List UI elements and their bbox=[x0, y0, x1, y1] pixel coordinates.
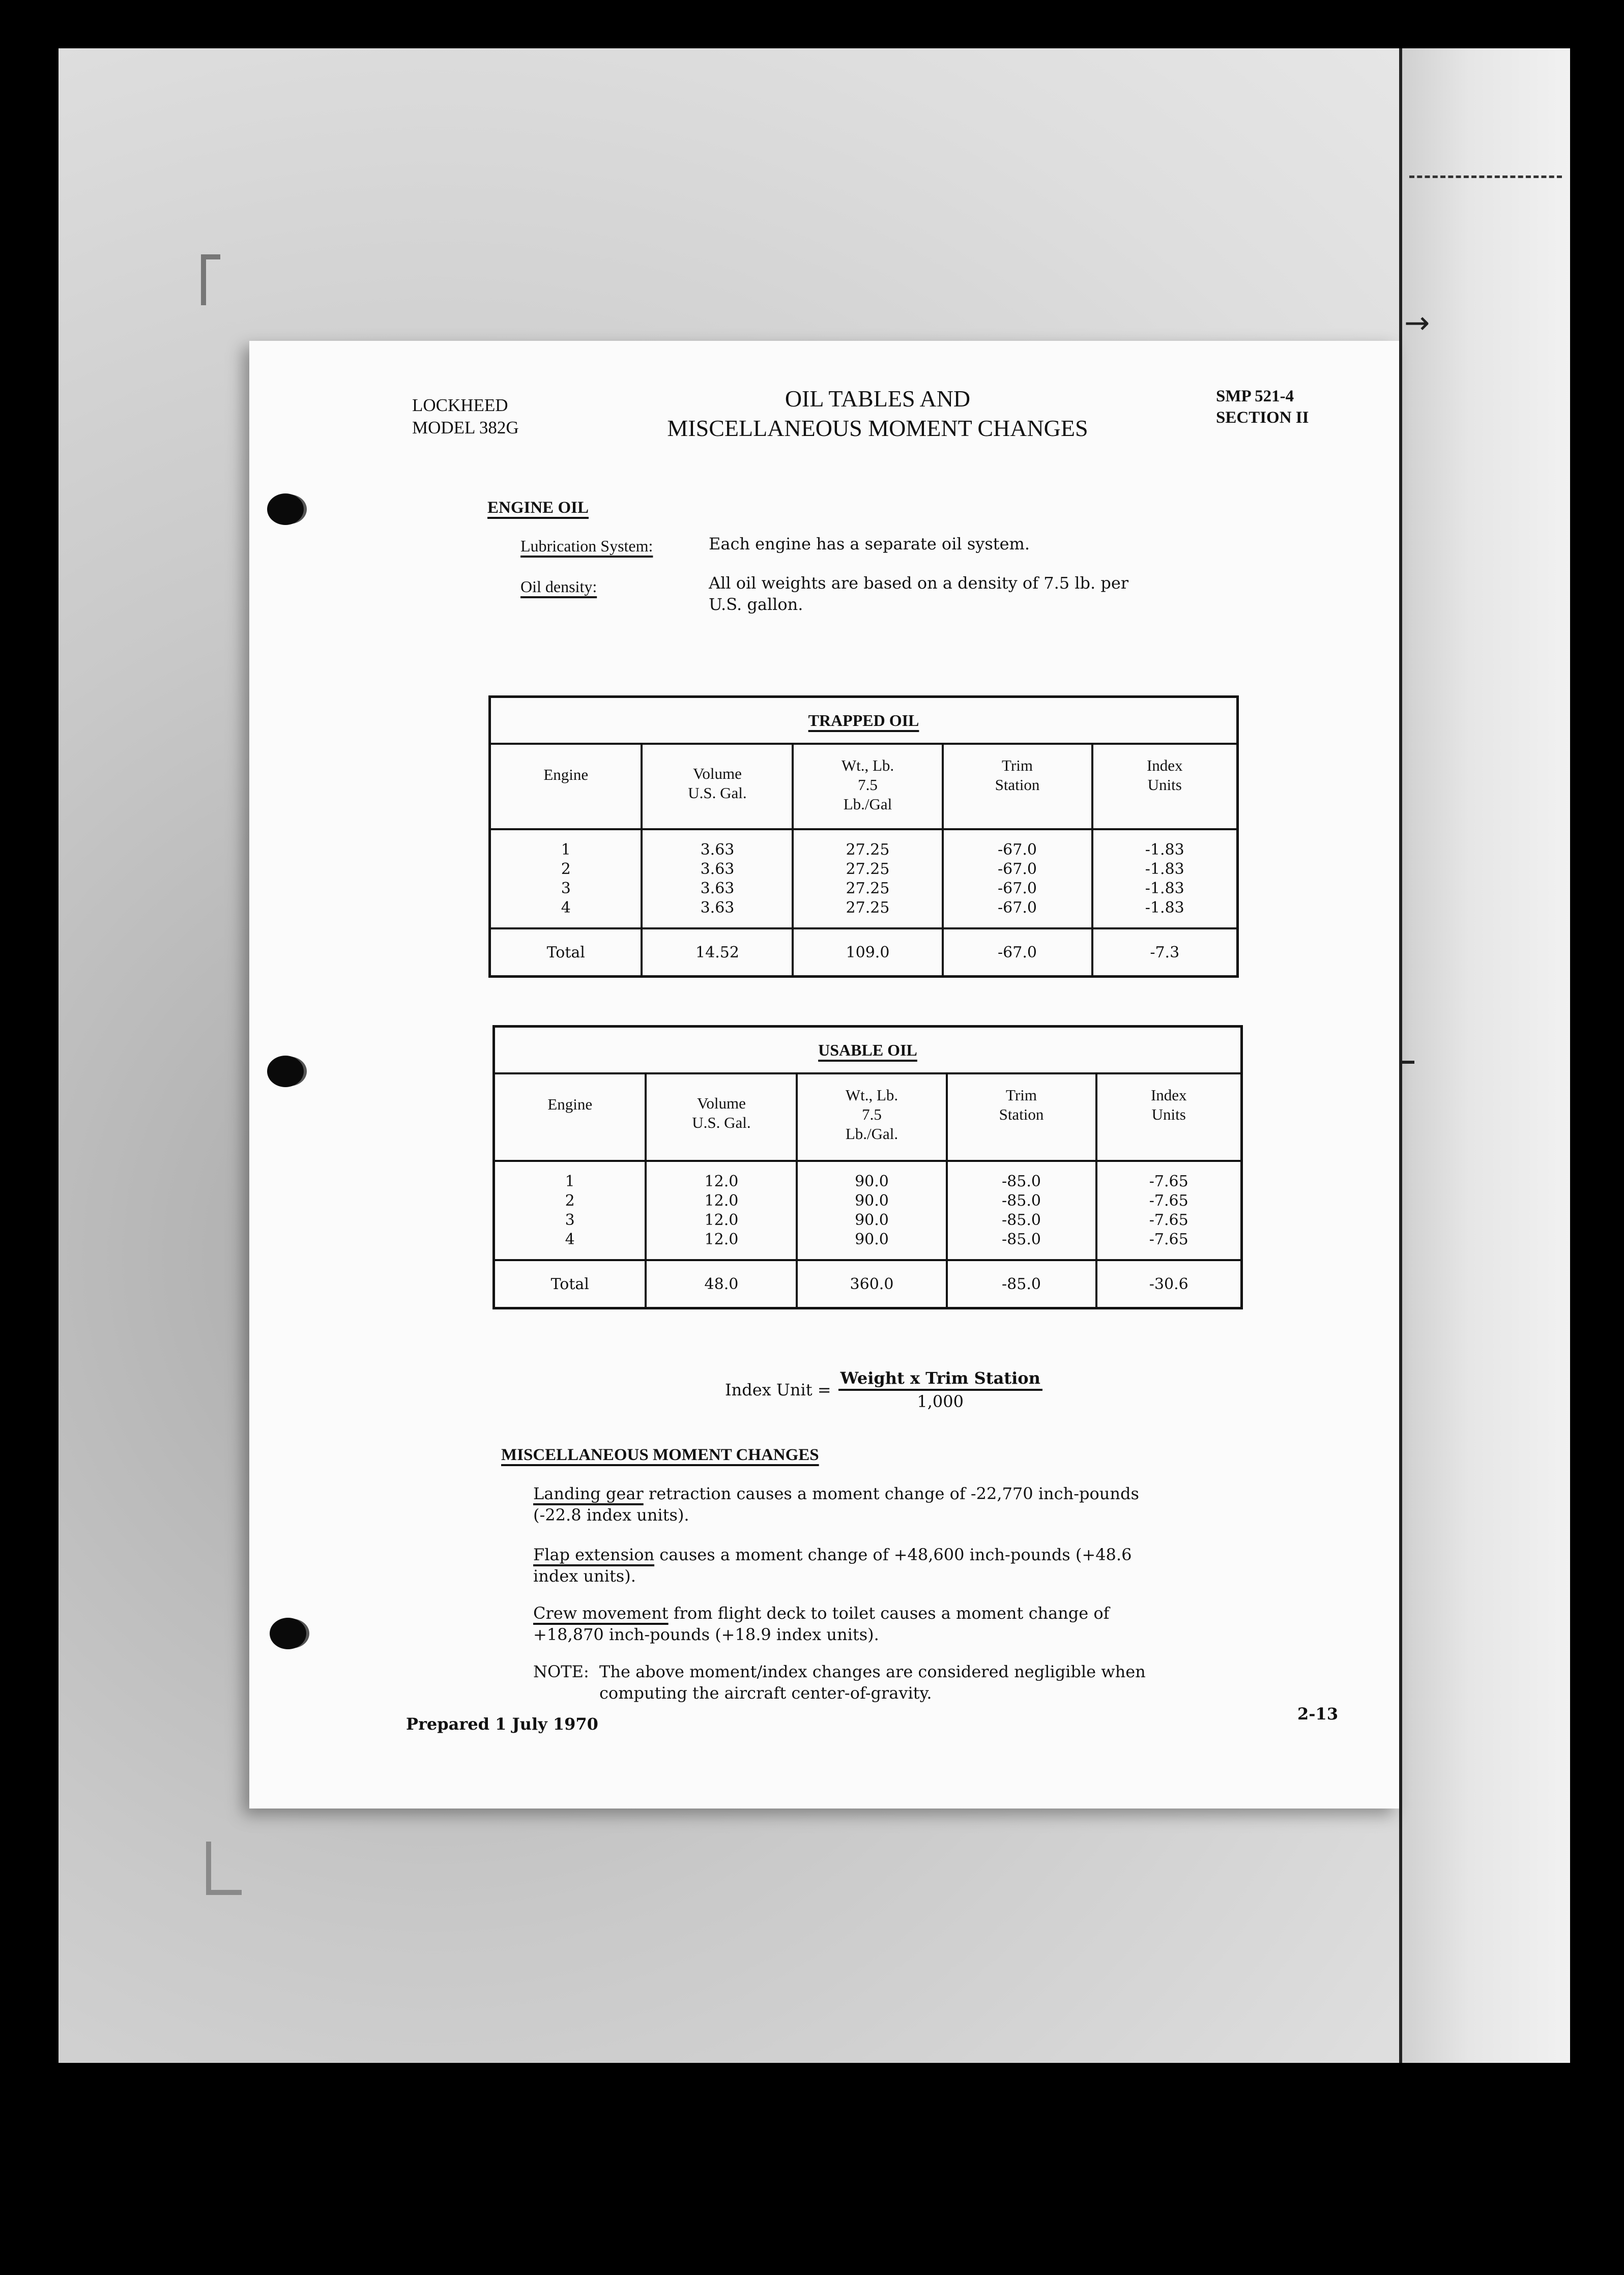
manufacturer: LOCKHEED bbox=[412, 395, 508, 415]
document-number: SMP 521-4 bbox=[1216, 387, 1294, 405]
index-unit-formula bbox=[725, 1368, 1042, 1411]
trim-station-cell: -85.0 -85.0 -85.0 -85.0 bbox=[947, 1161, 1096, 1260]
column-header: Volume U.S. Gal. bbox=[642, 744, 793, 829]
total-volume: 14.52 bbox=[642, 928, 793, 977]
column-header: Engine bbox=[494, 1073, 646, 1161]
note-label: NOTE: bbox=[533, 1662, 589, 1681]
total-volume: 48.0 bbox=[646, 1260, 797, 1308]
table-data-row bbox=[490, 829, 1238, 928]
trim-station-cell: -67.0 -67.0 -67.0 -67.0 bbox=[943, 829, 1092, 928]
misc-paragraph-crew-movement: Crew movement from flight deck to toilet causes a moment change of +18,870 inch-pounds (+18.9 index units). bbox=[533, 1603, 1110, 1644]
dashed-line-mark bbox=[1409, 176, 1562, 178]
index-units-cell: -1.83 -1.83 -1.83 -1.83 bbox=[1092, 829, 1238, 928]
weight-cell: 90.0 90.0 90.0 90.0 bbox=[797, 1161, 946, 1260]
usable-oil-title: USABLE OIL bbox=[494, 1027, 1242, 1074]
formula-numerator: Weight x Trim Station bbox=[838, 1368, 1042, 1391]
misc-heading: MISCELLANEOUS MOMENT CHANGES bbox=[501, 1446, 819, 1464]
table-header-row bbox=[494, 1073, 1242, 1161]
engine-cell: 1 2 3 4 bbox=[494, 1161, 646, 1260]
lubrication-system-label: Lubrication System: bbox=[520, 537, 653, 555]
crop-mark-bottom bbox=[206, 1842, 242, 1895]
page-number: 2-13 bbox=[1297, 1704, 1339, 1724]
adjacent-page-edge bbox=[1399, 48, 1570, 2063]
formula-lhs: Index Unit = bbox=[725, 1380, 831, 1399]
lubrication-system-text: Each engine has a separate oil system. bbox=[709, 534, 1030, 553]
column-header: Index Units bbox=[1092, 744, 1238, 829]
total-index-units: -30.6 bbox=[1096, 1260, 1242, 1308]
misc-paragraph-landing-gear: Landing gear retraction causes a moment change of -22,770 inch-pounds (-22.8 index units). bbox=[533, 1484, 1139, 1525]
column-header: Wt., Lb. 7.5 Lb./Gal. bbox=[797, 1073, 946, 1161]
total-index-units: -7.3 bbox=[1092, 928, 1238, 977]
formula-denominator: 1,000 bbox=[917, 1392, 964, 1411]
total-label: Total bbox=[490, 928, 642, 977]
document-page bbox=[249, 341, 1399, 1809]
total-weight: 360.0 bbox=[797, 1260, 946, 1308]
formula-fraction bbox=[838, 1368, 1042, 1411]
punch-hole-icon bbox=[267, 1056, 304, 1087]
header-left bbox=[412, 394, 519, 439]
table-header-row bbox=[490, 744, 1238, 829]
engine-oil-heading: ENGINE OIL bbox=[487, 499, 589, 517]
misc-note bbox=[533, 1661, 1146, 1704]
column-header: Trim Station bbox=[943, 744, 1092, 829]
page-title: OIL TABLES AND MISCELLANEOUS MOMENT CHANGES bbox=[667, 386, 1088, 441]
model: MODEL 382G bbox=[412, 418, 519, 438]
arrow-right-icon: → bbox=[1404, 305, 1430, 341]
total-weight: 109.0 bbox=[793, 928, 942, 977]
table-total-row bbox=[494, 1260, 1242, 1308]
punch-hole-icon bbox=[267, 493, 304, 525]
engine-cell: 1 2 3 4 bbox=[490, 829, 642, 928]
trapped-oil-table bbox=[488, 695, 1239, 978]
volume-cell: 3.63 3.63 3.63 3.63 bbox=[642, 829, 793, 928]
oil-density-text: All oil weights are based on a density of 7.5 lb. per U.S. gallon. bbox=[709, 573, 1129, 614]
index-units-cell: -7.65 -7.65 -7.65 -7.65 bbox=[1096, 1161, 1242, 1260]
prepared-date: Prepared 1 July 1970 bbox=[406, 1714, 598, 1734]
total-trim-station: -67.0 bbox=[943, 928, 1092, 977]
misc-paragraph-flap-extension: Flap extension causes a moment change of +48,600 inch-pounds (+48.6 index units). bbox=[533, 1545, 1132, 1586]
table-total-row bbox=[490, 928, 1238, 977]
note-text: The above moment/index changes are considered negligible when computing the aircraft center-of-gravity. bbox=[599, 1662, 1146, 1703]
column-header: Engine bbox=[490, 744, 642, 829]
trapped-oil-title: TRAPPED OIL bbox=[490, 697, 1238, 744]
crop-mark-top bbox=[201, 254, 220, 305]
usable-oil-table bbox=[492, 1025, 1243, 1309]
total-label: Total bbox=[494, 1260, 646, 1308]
table-data-row bbox=[494, 1161, 1242, 1260]
oil-density-label: Oil density: bbox=[520, 577, 597, 596]
section-label: SECTION II bbox=[1216, 409, 1309, 427]
column-header: Index Units bbox=[1096, 1073, 1242, 1161]
total-trim-station: -85.0 bbox=[947, 1260, 1096, 1308]
weight-cell: 27.25 27.25 27.25 27.25 bbox=[793, 829, 942, 928]
column-header: Volume U.S. Gal. bbox=[646, 1073, 797, 1161]
header-right bbox=[1216, 386, 1309, 428]
punch-hole-icon bbox=[270, 1618, 306, 1649]
column-header: Trim Station bbox=[947, 1073, 1096, 1161]
volume-cell: 12.0 12.0 12.0 12.0 bbox=[646, 1161, 797, 1260]
column-header: Wt., Lb. 7.5 Lb./Gal bbox=[793, 744, 942, 829]
